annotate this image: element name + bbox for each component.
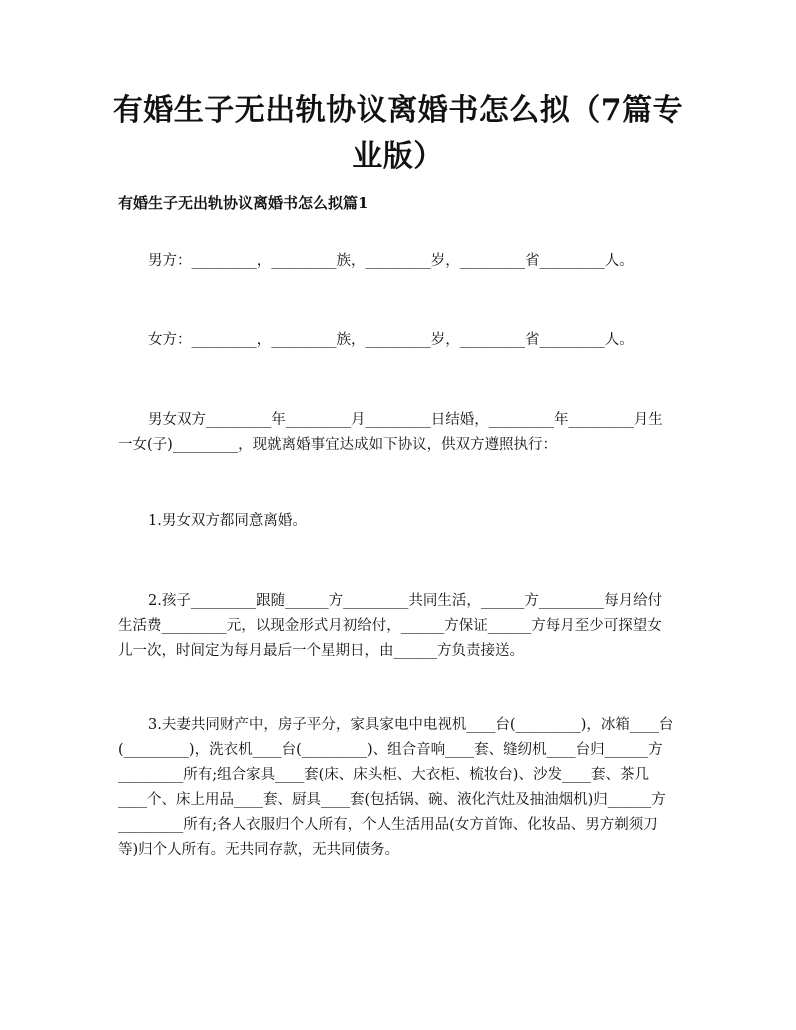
paragraph-male-party: 男方：_________，_________族，_________岁，_________省_________人。 bbox=[148, 253, 634, 269]
paragraph-clause-3: 3.夫妻共同财产中，房子平分，家具家电中电视机____台(_________)，冰箱____台(_________)，洗衣机____台(_________)、组合音响____套、缝纫机____台归______方_________所有;组合家具____套(床、床头柜、大衣柜、梳妆台)、沙发____套、茶几____个、床上用品____套、厨具____套(包括锅、碗、液化汽灶及抽油烟机)归______方_________所有;各人衣服归个人所有，个人生活用品(女方首饰、化妆品、男方剃须刀等)归个人所有。无共同存款，无共同债务。 bbox=[118, 717, 674, 858]
document-title: 有婚生子无出轨协议离婚书怎么拟（7篇专业版） bbox=[112, 93, 684, 174]
paragraph-marriage-info: 男女双方_________年_________月_________日结婚，_________年_________月生一女(子)_________，现就离婚事宜达成如下协议，供双方遵照执行： bbox=[118, 412, 663, 453]
paragraph-clause-2: 2.孩子_________跟随______方_________共同生活，______方_________每月给付生活费_________元，以现金形式月初给付，______方保证______方每月至少可探望女儿一次，时间定为每月最后一个星期日，由______方负责接送。 bbox=[118, 593, 663, 659]
paragraph-female-party: 女方：_________，_________族，_________岁，_________省_________人。 bbox=[148, 332, 634, 348]
section-heading: 有婚生子无出轨协议离婚书怎么拟篇1 bbox=[118, 194, 369, 212]
paragraph-clause-1: 1.男女双方都同意离婚。 bbox=[148, 513, 307, 529]
